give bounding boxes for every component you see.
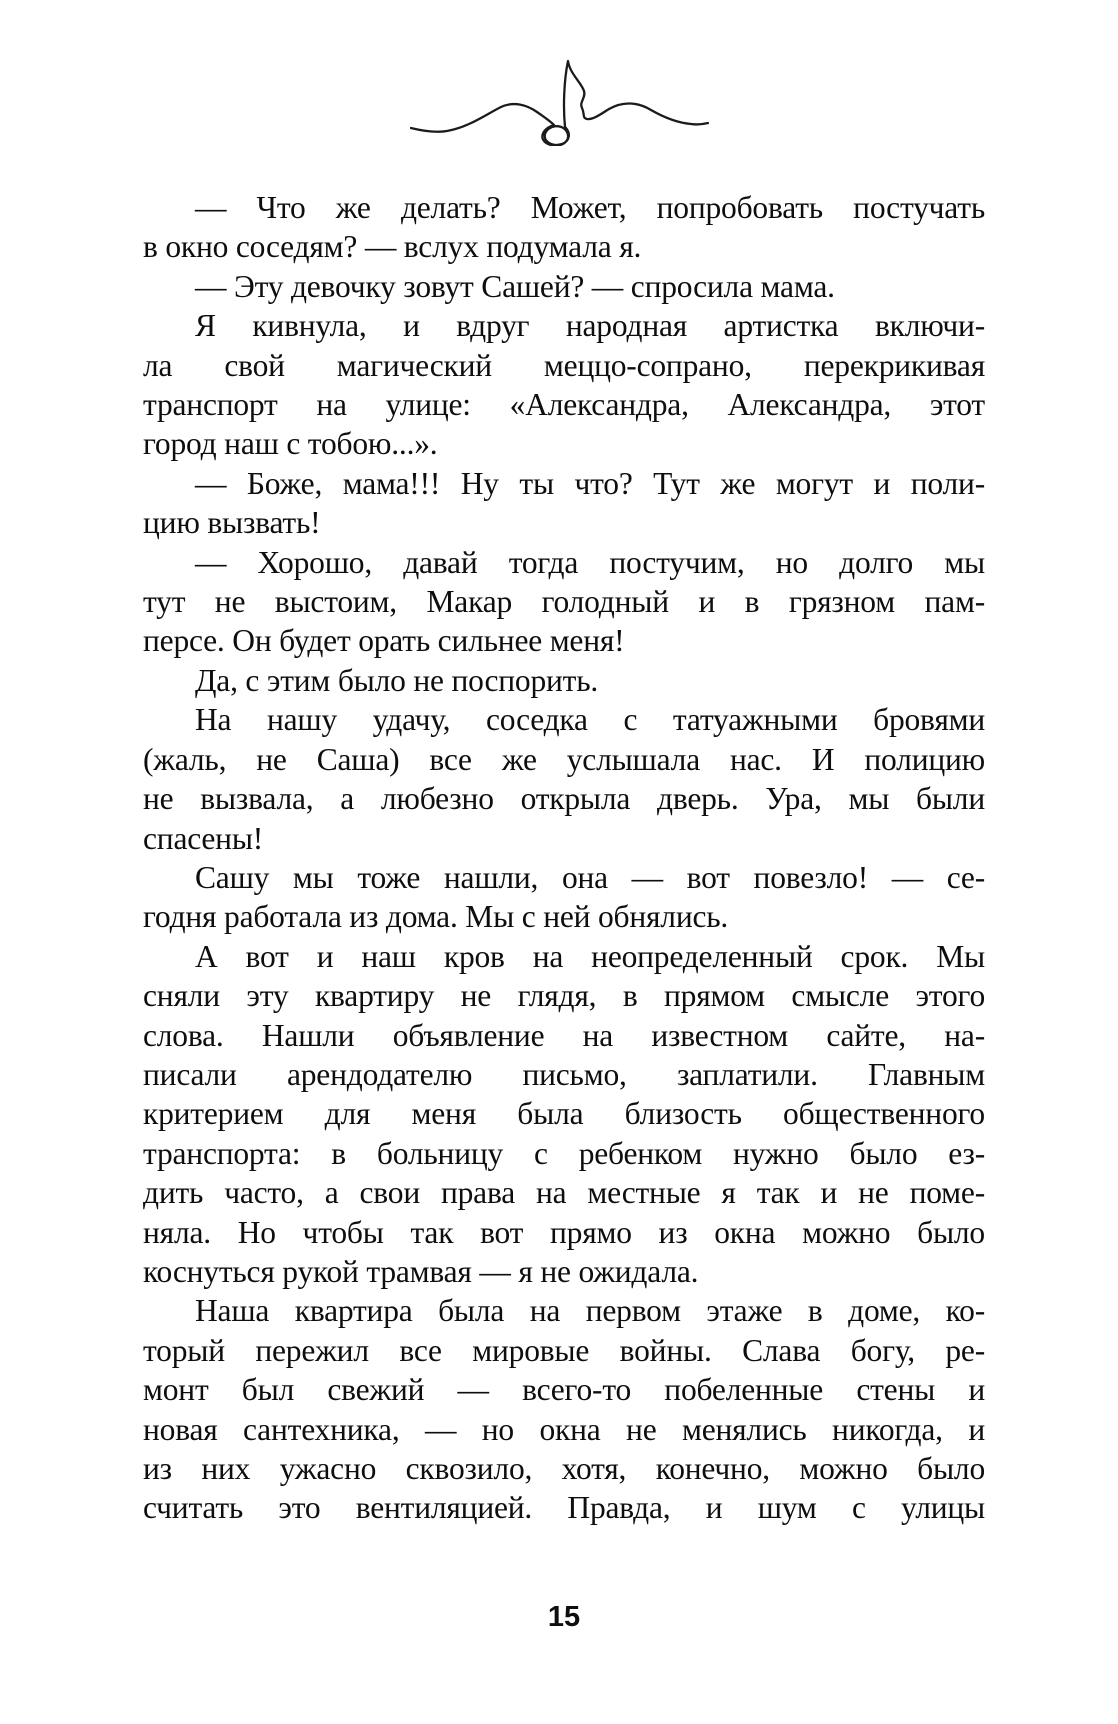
text-line: — Хорошо, давай тогда постучим, но долго мы: [195, 544, 985, 580]
text-line: писали арендодателю письмо, заплатили. Главным: [143, 1056, 985, 1092]
text-line: город наш с тобою...».: [143, 426, 438, 462]
text-line: транспорт на улице: «Александра, Александра, этот: [143, 387, 985, 423]
text-line: спасены!: [143, 820, 264, 856]
text-line: транспорта: в больницу с ребенком нужно было ез-: [143, 1135, 985, 1171]
text-line: годня работала из дома. Мы с ней обнялись.: [143, 899, 729, 935]
text-line: в окно соседям? — вслух подумала я.: [143, 229, 642, 265]
text-line: А вот и наш кров на неопределенный срок. Мы: [195, 938, 985, 974]
text-line: тут не выстоим, Макар голодный и в грязном пам-: [143, 584, 985, 620]
text-line: Наша квартира была на первом этаже в доме, ко-: [195, 1293, 985, 1329]
text-line: няла. Но чтобы так вот прямо из окна можно было: [143, 1214, 985, 1250]
page-text: [143, 188, 985, 1528]
text-line: — Боже, мама!!! Ну ты что? Тут же могут и поли-: [195, 465, 985, 501]
text-line: коснуться рукой трамвая — я не ожидала.: [143, 1253, 699, 1289]
text-line: торый пережил все мировые войны. Слава богу, ре-: [143, 1332, 985, 1368]
text-line: критерием для меня была близость общественного: [143, 1096, 985, 1132]
text-line: новая сантехника, — но окна не менялись никогда, и: [143, 1411, 985, 1447]
text-line: дить часто, а свои права на местные я так и не поме-: [143, 1175, 985, 1211]
text-line: монт был свежий — всего-то побеленные стены и: [143, 1372, 985, 1408]
text-line: (жаль, не Саша) все же услышала нас. И полицию: [143, 741, 985, 777]
text-line: Сашу мы тоже нашли, она — вот повезло! — се-: [195, 859, 985, 895]
text-line: ла свой магический меццо-сопрано, перекрикивая: [143, 347, 985, 383]
text-line: сняли эту квартиру не глядя, в прямом смысле этого: [143, 978, 985, 1014]
text-line: Да, с этим было не поспорить.: [195, 662, 599, 698]
text-line: считать это вентиляцией. Правда, и шум с улицы: [143, 1490, 985, 1526]
text-line: персе. Он будет орать сильнее меня!: [143, 623, 625, 659]
text-line: На нашу удачу, соседка с татуажными бровями: [195, 702, 985, 738]
thread-music-note-ornament-icon: [410, 58, 710, 146]
text-line: цию вызвать!: [143, 505, 321, 541]
text-line: слова. Нашли объявление на известном сайте, на-: [143, 1017, 985, 1053]
text-line: Я кивнула, и вдруг народная артистка включи-: [195, 308, 985, 344]
text-line: из них ужасно сквозило, хотя, конечно, можно было: [143, 1451, 985, 1486]
page-number: 15: [547, 1601, 581, 1633]
text-line: — Что же делать? Может, попробовать постучать: [195, 190, 985, 225]
text-line: не вызвала, а любезно открыла дверь. Ура, мы были: [143, 781, 985, 817]
text-line: — Эту девочку зовут Сашей? — спросила мама.: [195, 268, 835, 304]
